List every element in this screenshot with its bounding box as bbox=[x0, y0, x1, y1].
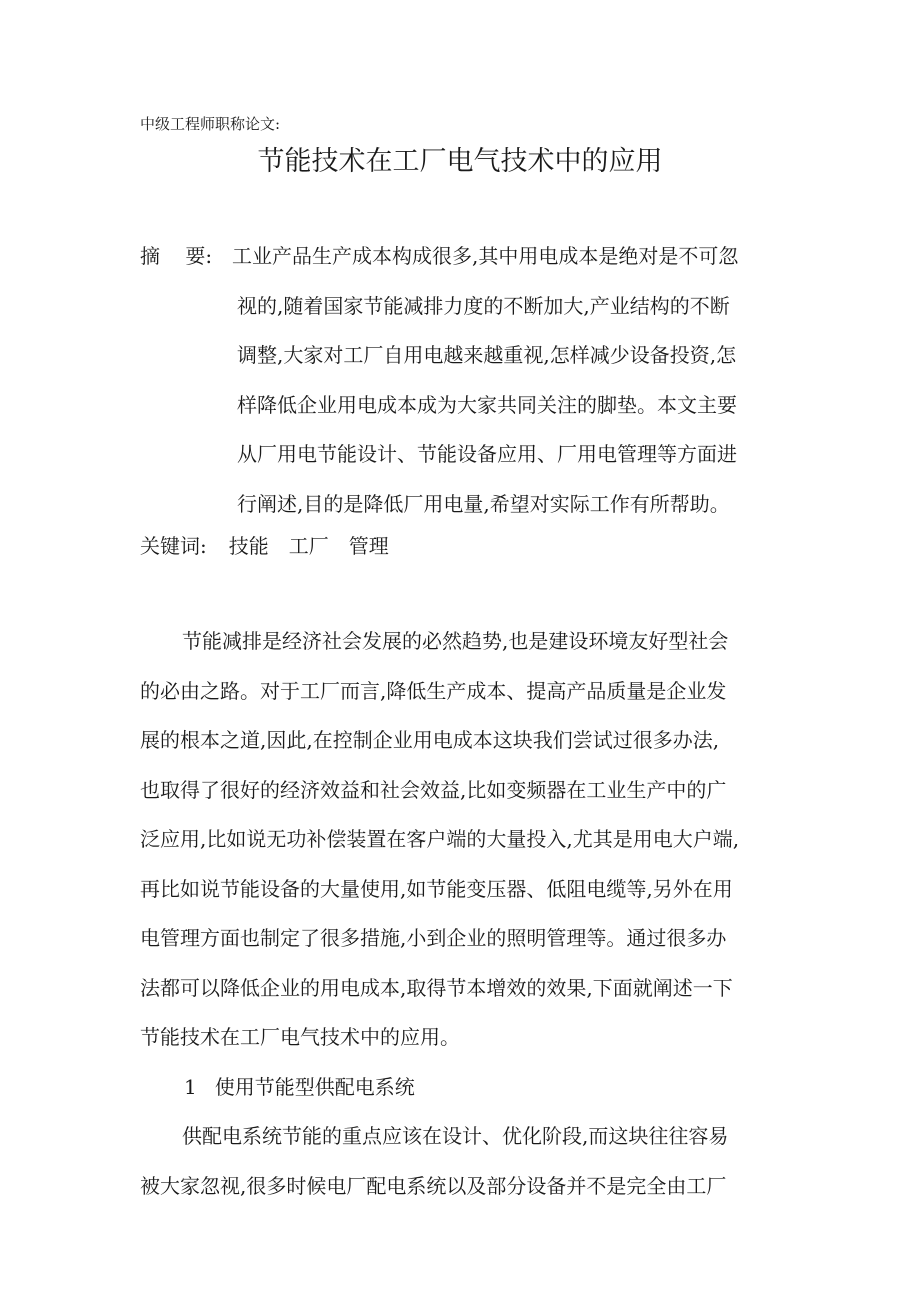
abstract-line: 行阐述,目的是降低厂用电量,希望对实际工作有所帮助。 bbox=[237, 491, 730, 516]
section-number: 1 bbox=[184, 1074, 197, 1099]
section-heading bbox=[140, 1067, 739, 1107]
paper-title: 节能技术在工厂电气技术中的应用 bbox=[257, 146, 663, 177]
keywords-label: 关键词: bbox=[140, 534, 207, 558]
abstract-line: 从厂用电节能设计、节能设备应用、厂用电管理等方面进 bbox=[237, 442, 737, 467]
abstract-line: 样降低企业用电成本成为大家共同关注的脚垫。本文主要 bbox=[237, 392, 737, 417]
keyword-item: 管理 bbox=[348, 534, 389, 558]
paragraph-line: 泛应用,比如说无功补偿装置在客户端的大量投入,尤其是用电大户端, bbox=[140, 827, 740, 851]
section-title: 使用节能型供配电系统 bbox=[214, 1074, 415, 1099]
paragraph-line: 电管理方面也制定了很多措施,小到企业的照明管理等。通过很多办 bbox=[140, 926, 727, 950]
paragraph-line: 再比如说节能设备的大量使用,如节能变压器、低阻电缆等,另外在用 bbox=[140, 876, 733, 901]
paragraph-line: 供配电系统节能的重点应该在设计、优化阶段,而这块往往容易 bbox=[182, 1124, 729, 1148]
keyword-item: 技能 bbox=[228, 534, 269, 558]
paragraph-line: 被大家忽视,很多时候电厂配电系统以及部分设备并不是完全由工厂 bbox=[140, 1173, 727, 1198]
paragraph-line: 节能减排是经济社会发展的必然趋势,也是建设环境友好型社会 bbox=[182, 629, 729, 653]
paragraph-line: 的必由之路。对于工厂而言,降低生产成本、提高产品质量是企业发 bbox=[140, 678, 727, 703]
abstract-line: 调整,大家对工厂自用电越来越重视,怎样减少设备投资,怎 bbox=[237, 343, 737, 368]
paragraph-line: 展的根本之道,因此,在控制企业用电成本这块我们尝试过很多办法, bbox=[140, 728, 720, 752]
keywords-line bbox=[140, 526, 389, 566]
abstract-label: 摘 要: bbox=[140, 244, 213, 268]
abstract-text bbox=[232, 236, 738, 534]
paragraph-line: 节能技术在工厂电气技术中的应用。 bbox=[140, 1025, 460, 1049]
paper-type-label: 中级工程师职称论文: bbox=[140, 115, 281, 133]
keyword-item: 工厂 bbox=[288, 534, 329, 558]
abstract-line: 工业产品生产成本构成很多,其中用电成本是绝对是不可忽 bbox=[232, 244, 739, 268]
paragraph-line: 也取得了很好的经济效益和社会效益,比如变频器在工业生产中的广 bbox=[140, 777, 727, 802]
body-text bbox=[140, 621, 739, 1215]
paragraph-line: 法都可以降低企业的用电成本,取得节本增效的效果,下面就阐述一下 bbox=[140, 975, 733, 1000]
abstract-line: 视的,随着国家节能减排力度的不断加大,产业结构的不断 bbox=[237, 293, 730, 318]
